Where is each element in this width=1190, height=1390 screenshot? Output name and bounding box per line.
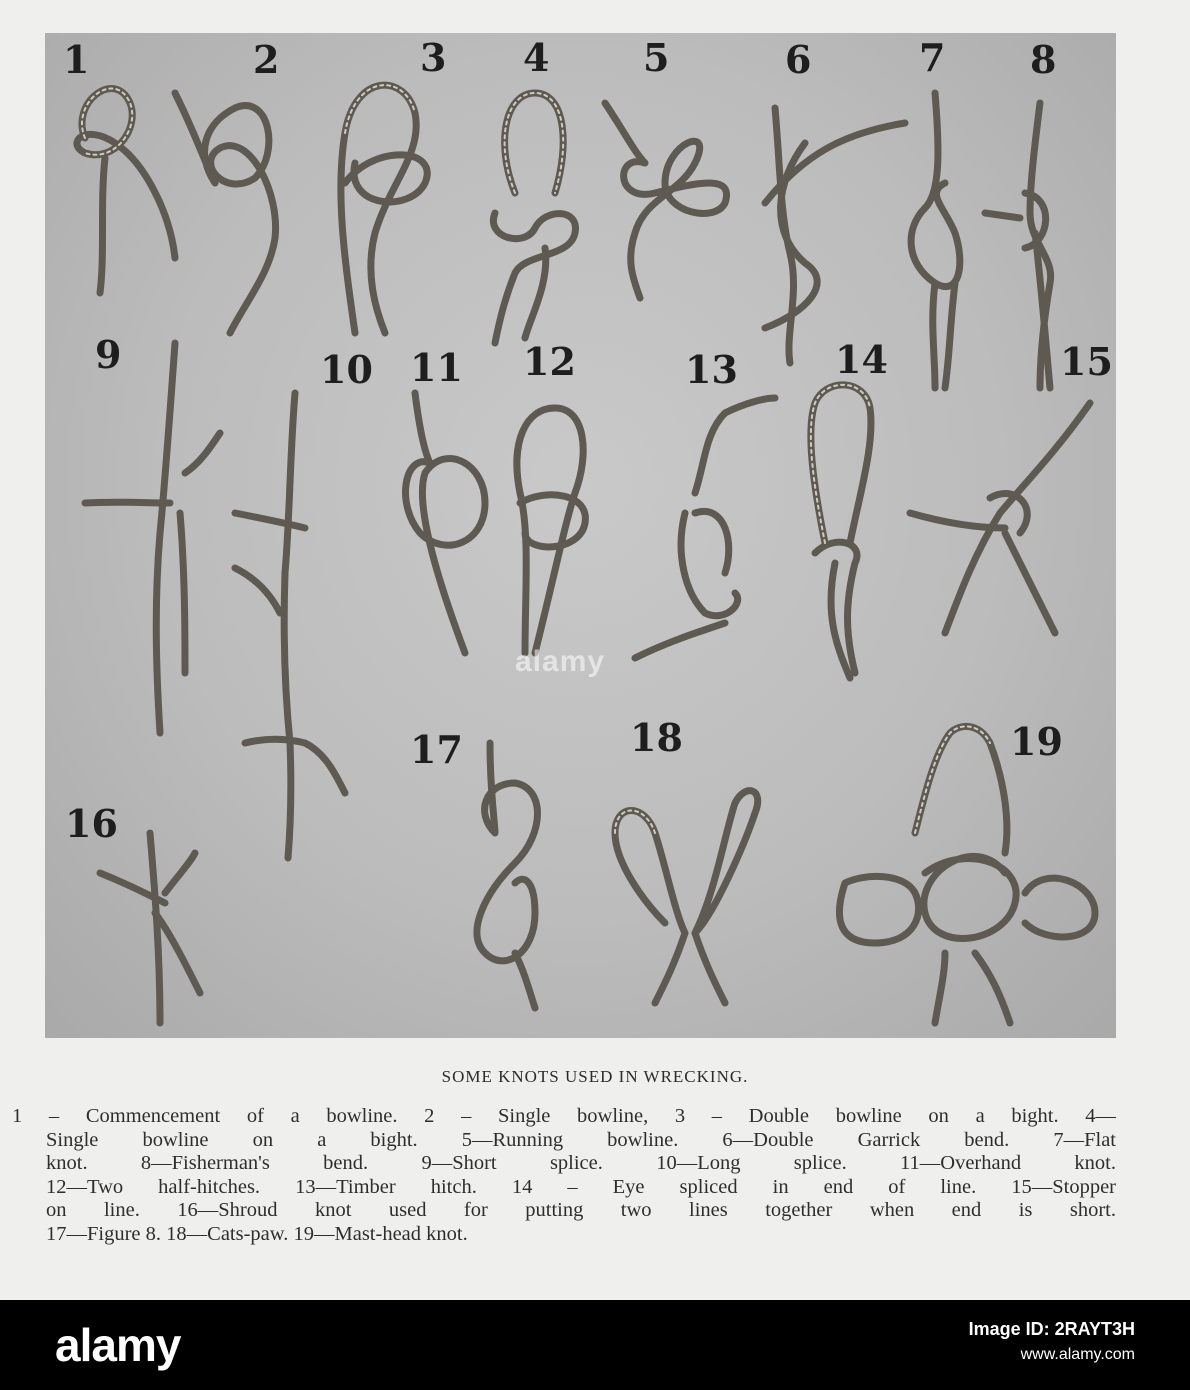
knot-12-rope [517,408,585,653]
knot-1-rope [77,89,175,293]
knot-number-4: 4 [523,35,550,80]
knot-6-rope [765,108,905,363]
knot-7-rope [911,93,960,388]
image-id: Image ID: 2RAYT3H [968,1319,1135,1339]
knot-16-rope [100,833,200,1023]
caption-line-5: on line. 16—Shroud knot used for putting two lines together when end is short. [46,1199,1116,1221]
knot-number-3: 3 [420,35,447,80]
knot-number-17: 17 [410,727,463,772]
knot-18-rope [615,791,758,1003]
caption-line-4: 12—Two half-hitches. 13—Timber hitch. 14 – Eye spliced in end of line. 15—Stopper [46,1175,1116,1198]
knot-number-11: 11 [410,345,463,390]
knot-number-14: 14 [835,337,888,382]
knot-3-rope [341,85,427,333]
knot-number-10: 10 [320,347,373,392]
knot-number-16: 16 [65,801,118,846]
knot-number-18: 18 [630,715,683,760]
knot-number-19: 19 [1010,719,1063,764]
knot-2-rope [175,93,276,333]
knot-number-6: 6 [785,37,812,82]
caption-line-6: 17—Figure 8. 18—Cats-paw. 19—Mast-head knot. [46,1222,468,1245]
knot-11-rope [406,393,485,653]
knot-number-9: 9 [95,332,122,377]
stock-footer [0,1300,1190,1390]
figure-title: SOME KNOTS USED IN WRECKING. [441,1067,749,1086]
knot-5-rope [605,103,727,298]
figure-caption [12,1105,1116,1246]
alamy-logo: alamy [55,1319,181,1371]
caption-line-1: 1 – Commencement of a bowline. 2 – Single bowline, 3 – Double bowline on a bight. 4— [12,1105,1116,1127]
knot-number-7: 7 [919,35,946,80]
caption-line-3: knot. 8—Fisherman's bend. 9—Short splice. 10—Long splice. 11—Overhand knot. [46,1152,1116,1174]
knots-photograph [45,33,1116,1038]
site-url: www.alamy.com [1020,1346,1135,1363]
knot-number-1: 1 [63,37,90,82]
knot-8-rope [985,103,1051,388]
image-meta [969,1316,1135,1368]
knots-illustration [45,33,1116,1038]
knot-19-rope [839,726,1095,1023]
knot-15-rope [910,403,1090,633]
knot-number-5: 5 [643,35,670,80]
knot-number-15: 15 [1060,339,1113,384]
caption-line-2: Single bowline on a bight. 5—Running bowline. 6—Double Garrick bend. 7—Flat [46,1128,1116,1151]
knot-number-2: 2 [253,37,280,82]
knot-number-13: 13 [685,347,738,392]
knot-9-rope [85,343,220,733]
knot-10-rope [235,393,345,858]
knot-17-rope [477,743,538,1008]
knot-14-rope [811,385,871,678]
knot-number-8: 8 [1030,37,1057,82]
knot-number-12: 12 [523,339,576,384]
watermark: alamy [515,645,606,678]
knot-13-rope [635,398,775,658]
